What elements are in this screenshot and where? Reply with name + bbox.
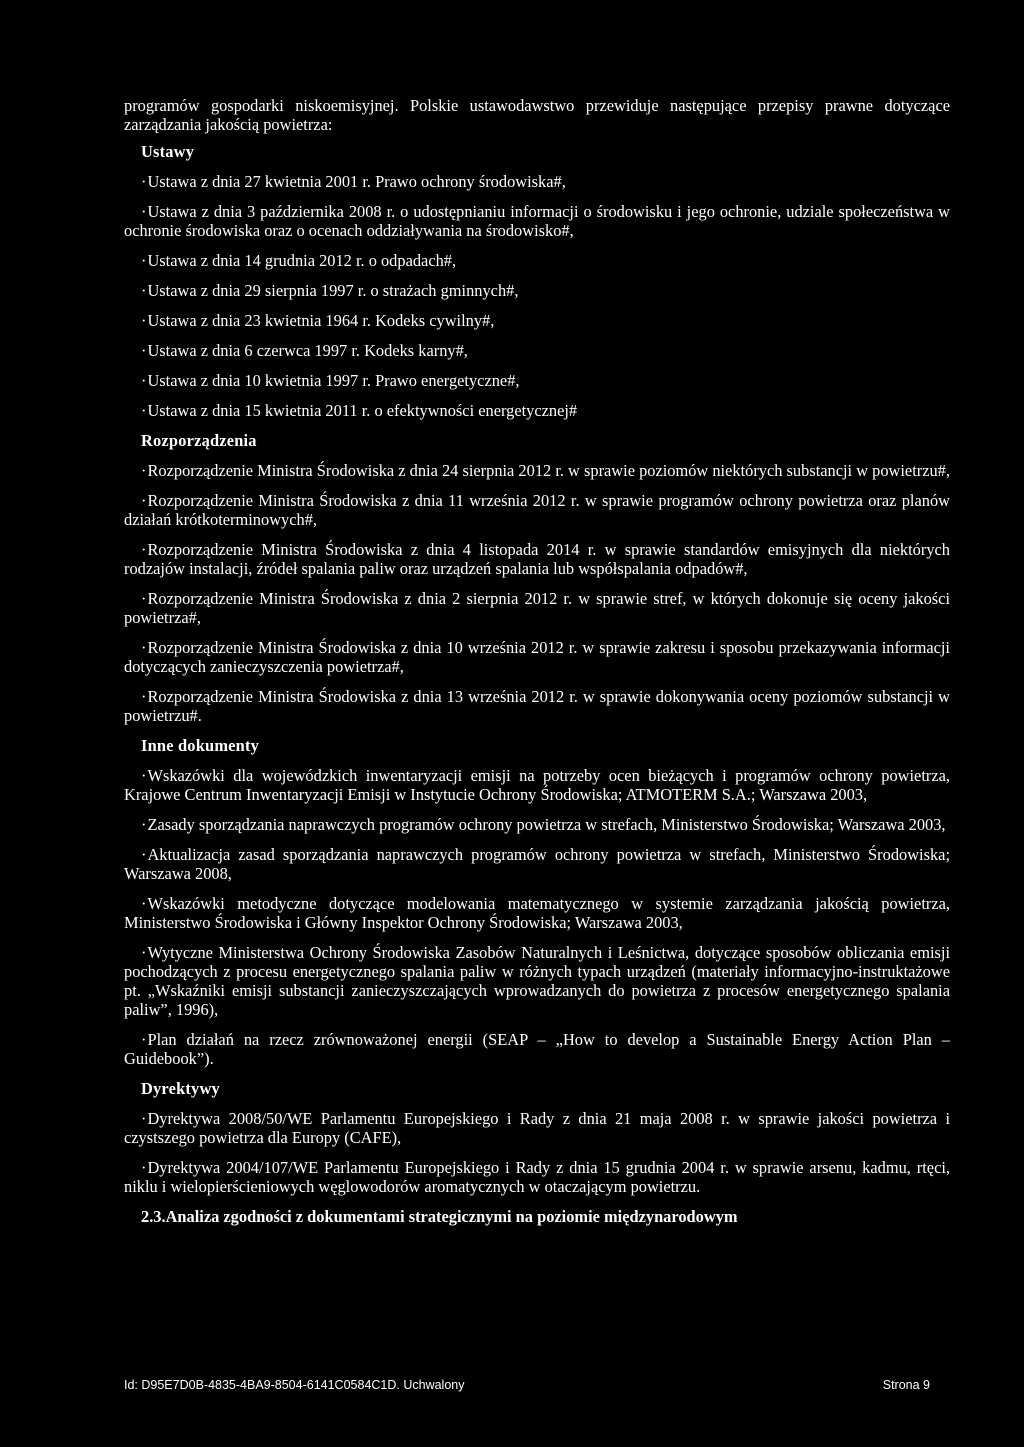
list-item: · Ustawa z dnia 15 kwietnia 2011 r. o efektywności energetycznej# xyxy=(124,401,950,420)
list-item: · Plan działań na rzecz zrównoważonej energii (SEAP – „How to develop a Sustainable Energy Action Plan – Guidebook”). xyxy=(124,1030,950,1068)
list-item: · Rozporządzenie Ministra Środowiska z dnia 4 listopada 2014 r. w sprawie standardów emisyjnych dla niektórych rodzajów instalacji, źródeł spalania paliw oraz urządzeń spalania lub współspalania odpadów#, xyxy=(124,540,950,578)
document-body xyxy=(124,96,950,1226)
page-number: Strona 9 xyxy=(882,1378,930,1392)
heading-rozporzadzenia: Rozporządzenia xyxy=(141,431,257,450)
list-item: · Rozporządzenie Ministra Środowiska z dnia 10 września 2012 r. w sprawie zakresu i sposobu przekazywania informacji dotyczących zanieczyszczenia powietrza#, xyxy=(124,638,950,676)
heading-dyrektywy: Dyrektywy xyxy=(141,1079,220,1098)
list-item: · Wytyczne Ministerstwa Ochrony Środowiska Zasobów Naturalnych i Leśnictwa, dotyczące sposobów obliczania emisji pochodzących z procesu energetycznego spalania paliw w różnych typach urządzeń (materiały informacyjno-instruktażowe pt. „Wskaźniki emisji substancji zanieczyszczających wprowadzanych do powietrza z procesów energetycznego spalania paliw”, 1996), xyxy=(124,943,950,1019)
list-item: · Rozporządzenie Ministra Środowiska z dnia 13 września 2012 r. w sprawie dokonywania oceny poziomów substancji w powietrzu#. xyxy=(124,687,950,725)
list-item: · Zasady sporządzania naprawczych programów ochrony powietrza w strefach, Ministerstwo Środowiska; Warszawa 2003, xyxy=(124,815,950,834)
list-item: · Aktualizacja zasad sporządzania naprawczych programów ochrony powietrza w strefach, Ministerstwo Środowiska; Warszawa 2008, xyxy=(124,845,950,883)
list-item: · Dyrektywa 2004/107/WE Parlamentu Europejskiego i Rady z dnia 15 grudnia 2004 r. w sprawie arsenu, kadmu, rtęci, niklu i wielopierścieniowych węglowodorów aromatycznych w otaczającym powietrzu. xyxy=(124,1158,950,1196)
heading-inne-dokumenty: Inne dokumenty xyxy=(141,736,260,755)
intro-paragraph: programów gospodarki niskoemisyjnej. Polskie ustawodawstwo przewiduje następujące przepisy prawne dotyczące zarządzania jakością powietrza: xyxy=(124,96,950,134)
list-item: · Ustawa z dnia 3 października 2008 r. o udostępnianiu informacji o środowisku i jego ochronie, udziale społeczeństwa w ochronie środowiska oraz o ocenach oddziaływania na środowisko#, xyxy=(124,202,950,240)
list-item: · Ustawa z dnia 27 kwietnia 2001 r. Prawo ochrony środowiska#, xyxy=(124,172,950,191)
list-item: · Ustawa z dnia 10 kwietnia 1997 r. Prawo energetyczne#, xyxy=(124,371,950,390)
section-title: 2.3.Analiza zgodności z dokumentami strategicznymi na poziomie międzynarodowym xyxy=(141,1207,738,1226)
list-item: · Ustawa z dnia 6 czerwca 1997 r. Kodeks karny#, xyxy=(124,341,950,360)
document-id: Id: D95E7D0B-4835-4BA9-8504-6141C0584C1D. Uchwalony xyxy=(124,1378,465,1392)
list-item: · Ustawa z dnia 14 grudnia 2012 r. o odpadach#, xyxy=(124,251,950,270)
list-item: · Wskazówki metodyczne dotyczące modelowania matematycznego w systemie zarządzania jakością powietrza, Ministerstwo Środowiska i Główny Inspektor Ochrony Środowiska; Warszawa 2003, xyxy=(124,894,950,932)
heading-ustawy: Ustawy xyxy=(141,142,195,161)
list-item: · Rozporządzenie Ministra Środowiska z dnia 11 września 2012 r. w sprawie programów ochrony powietrza oraz planów działań krótkoterminowych#, xyxy=(124,491,950,529)
list-item: · Dyrektywa 2008/50/WE Parlamentu Europejskiego i Rady z dnia 21 maja 2008 r. w sprawie jakości powietrza i czystszego powietrza dla Europy (CAFE), xyxy=(124,1109,950,1147)
list-item: · Ustawa z dnia 29 sierpnia 1997 r. o strażach gminnych#, xyxy=(124,281,950,300)
list-item: · Rozporządzenie Ministra Środowiska z dnia 2 sierpnia 2012 r. w sprawie stref, w których dokonuje się oceny jakości powietrza#, xyxy=(124,589,950,627)
list-item: · Rozporządzenie Ministra Środowiska z dnia 24 sierpnia 2012 r. w sprawie poziomów niektórych substancji w powietrzu#, xyxy=(124,461,950,480)
list-item: · Ustawa z dnia 23 kwietnia 1964 r. Kodeks cywilny#, xyxy=(124,311,950,330)
list-item: · Wskazówki dla wojewódzkich inwentaryzacji emisji na potrzeby ocen bieżących i programów ochrony powietrza, Krajowe Centrum Inwentaryzacji Emisji w Instytucie Ochrony Środowiska; ATMOTERM S.A.; Warszawa 2003, xyxy=(124,766,950,804)
